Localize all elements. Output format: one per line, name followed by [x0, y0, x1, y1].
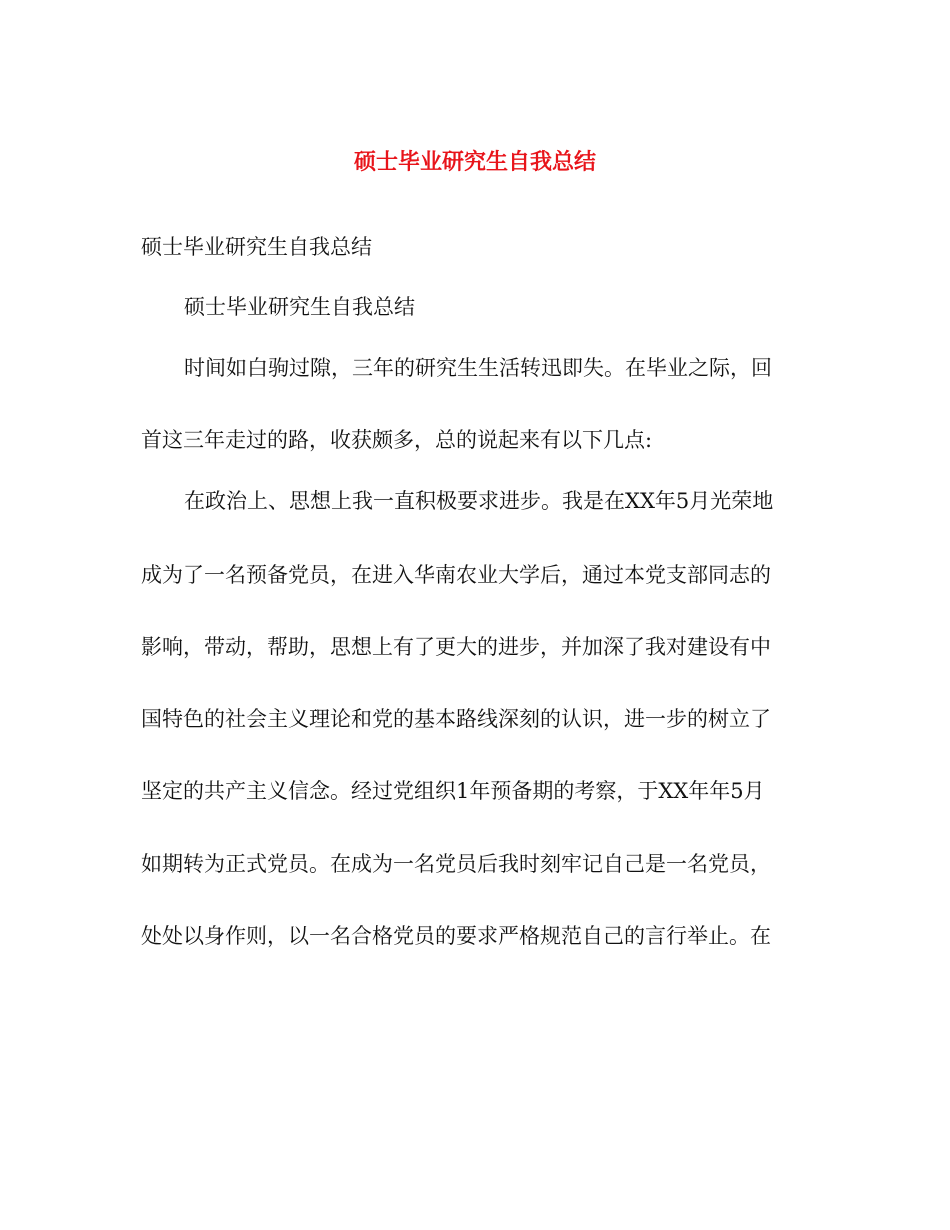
paragraph-line: 处处以身作则，以一名合格党员的要求严格规范自己的言行举止。在	[141, 924, 771, 948]
heading-line: 硕士毕业研究生自我总结	[184, 295, 415, 319]
subtitle-line: 硕士毕业研究生自我总结	[141, 235, 372, 259]
paragraph-line: 首这三年走过的路，收获颇多，总的说起来有以下几点:	[141, 428, 653, 452]
paragraph-line: 国特色的社会主义理论和党的基本路线深刻的认识，进一步的树立了	[141, 707, 771, 731]
paragraph-line: 坚定的共产主义信念。经过党组织1年预备期的考察，于XX年年5月	[141, 779, 765, 803]
document-title: 硕士毕业研究生自我总结	[353, 149, 596, 175]
paragraph-line: 时间如白驹过隙，三年的研究生生活转迅即失。在毕业之际，回	[184, 356, 772, 380]
paragraph-line: 成为了一名预备党员，在进入华南农业大学后，通过本党支部同志的	[141, 563, 771, 587]
paragraph-line: 影响，带动，帮助，思想上有了更大的进步，并加深了我对建设有中	[141, 635, 771, 659]
paragraph-line: 在政治上、思想上我一直积极要求进步。我是在XX年5月光荣地	[184, 489, 774, 513]
paragraph-line: 如期转为正式党员。在成为一名党员后我时刻牢记自己是一名党员，	[141, 852, 771, 876]
